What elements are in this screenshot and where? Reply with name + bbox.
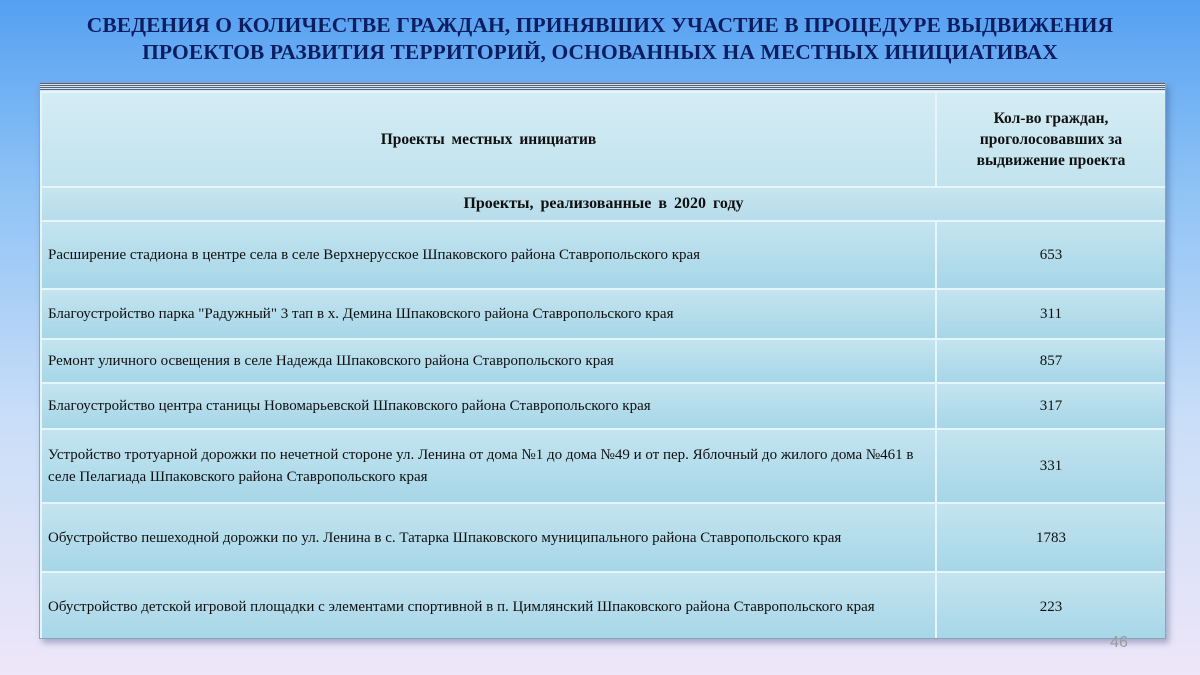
projects-table <box>40 91 1166 639</box>
table-row <box>41 339 1166 383</box>
section-title: Проекты, реализованные в 2020 году <box>41 187 1166 221</box>
votes-count: 857 <box>936 339 1166 383</box>
header-projects: Проекты местных инициатив <box>41 92 936 187</box>
table-row <box>41 429 1166 503</box>
project-name: Благоустройство центра станицы Новомарьевской Шпаковского района Ставропольского края <box>41 383 936 429</box>
votes-count: 331 <box>936 429 1166 503</box>
votes-count: 653 <box>936 221 1166 289</box>
table-row <box>41 289 1166 339</box>
slide-title-line-1: СВЕДЕНИЯ О КОЛИЧЕСТВЕ ГРАЖДАН, ПРИНЯВШИХ УЧАСТИЕ В ПРОЦЕДУРЕ ВЫДВИЖЕНИЯ <box>86 13 1114 37</box>
projects-table-container <box>39 82 1166 639</box>
project-name: Расширение стадиона в центре села в селе Верхнерусское Шпаковского района Ставропольского края <box>41 221 936 289</box>
votes-count: 223 <box>936 572 1166 639</box>
page-number: 46 <box>1110 634 1128 651</box>
section-row <box>41 187 1166 221</box>
table-header-row <box>41 92 1166 187</box>
table-row <box>41 503 1166 572</box>
table-row <box>41 572 1166 639</box>
slide-title-line-2: ПРОЕКТОВ РАЗВИТИЯ ТЕРРИТОРИЙ, ОСНОВАННЫХ НА МЕСТНЫХ ИНИЦИАТИВАХ <box>142 40 1058 64</box>
project-name: Обустройство пешеходной дорожки по ул. Ленина в с. Татарка Шпаковского муниципального района Ставропольского края <box>41 503 936 572</box>
slide-title <box>30 12 1170 66</box>
votes-count: 1783 <box>936 503 1166 572</box>
project-name: Устройство тротуарной дорожки по нечетной стороне ул. Ленина от дома №1 до дома №49 и от пер. Яблочный до жилого дома №461 в селе Пелагиада Шпаковского района Ставропольского края <box>41 429 936 503</box>
table-row <box>41 383 1166 429</box>
votes-count: 311 <box>936 289 1166 339</box>
table-top-rule <box>40 83 1165 91</box>
project-name: Ремонт уличного освещения в селе Надежда Шпаковского района Ставропольского края <box>41 339 936 383</box>
table-row <box>41 221 1166 289</box>
project-name: Обустройство детской игровой площадки с элементами спортивной в п. Цимлянский Шпаковского района Ставропольского края <box>41 572 936 639</box>
project-name: Благоустройство парка "Радужный" 3 тап в х. Демина Шпаковского района Ставропольского края <box>41 289 936 339</box>
votes-count: 317 <box>936 383 1166 429</box>
header-votes-count: Кол-во граждан, проголосовавших за выдвижение проекта <box>936 92 1166 187</box>
